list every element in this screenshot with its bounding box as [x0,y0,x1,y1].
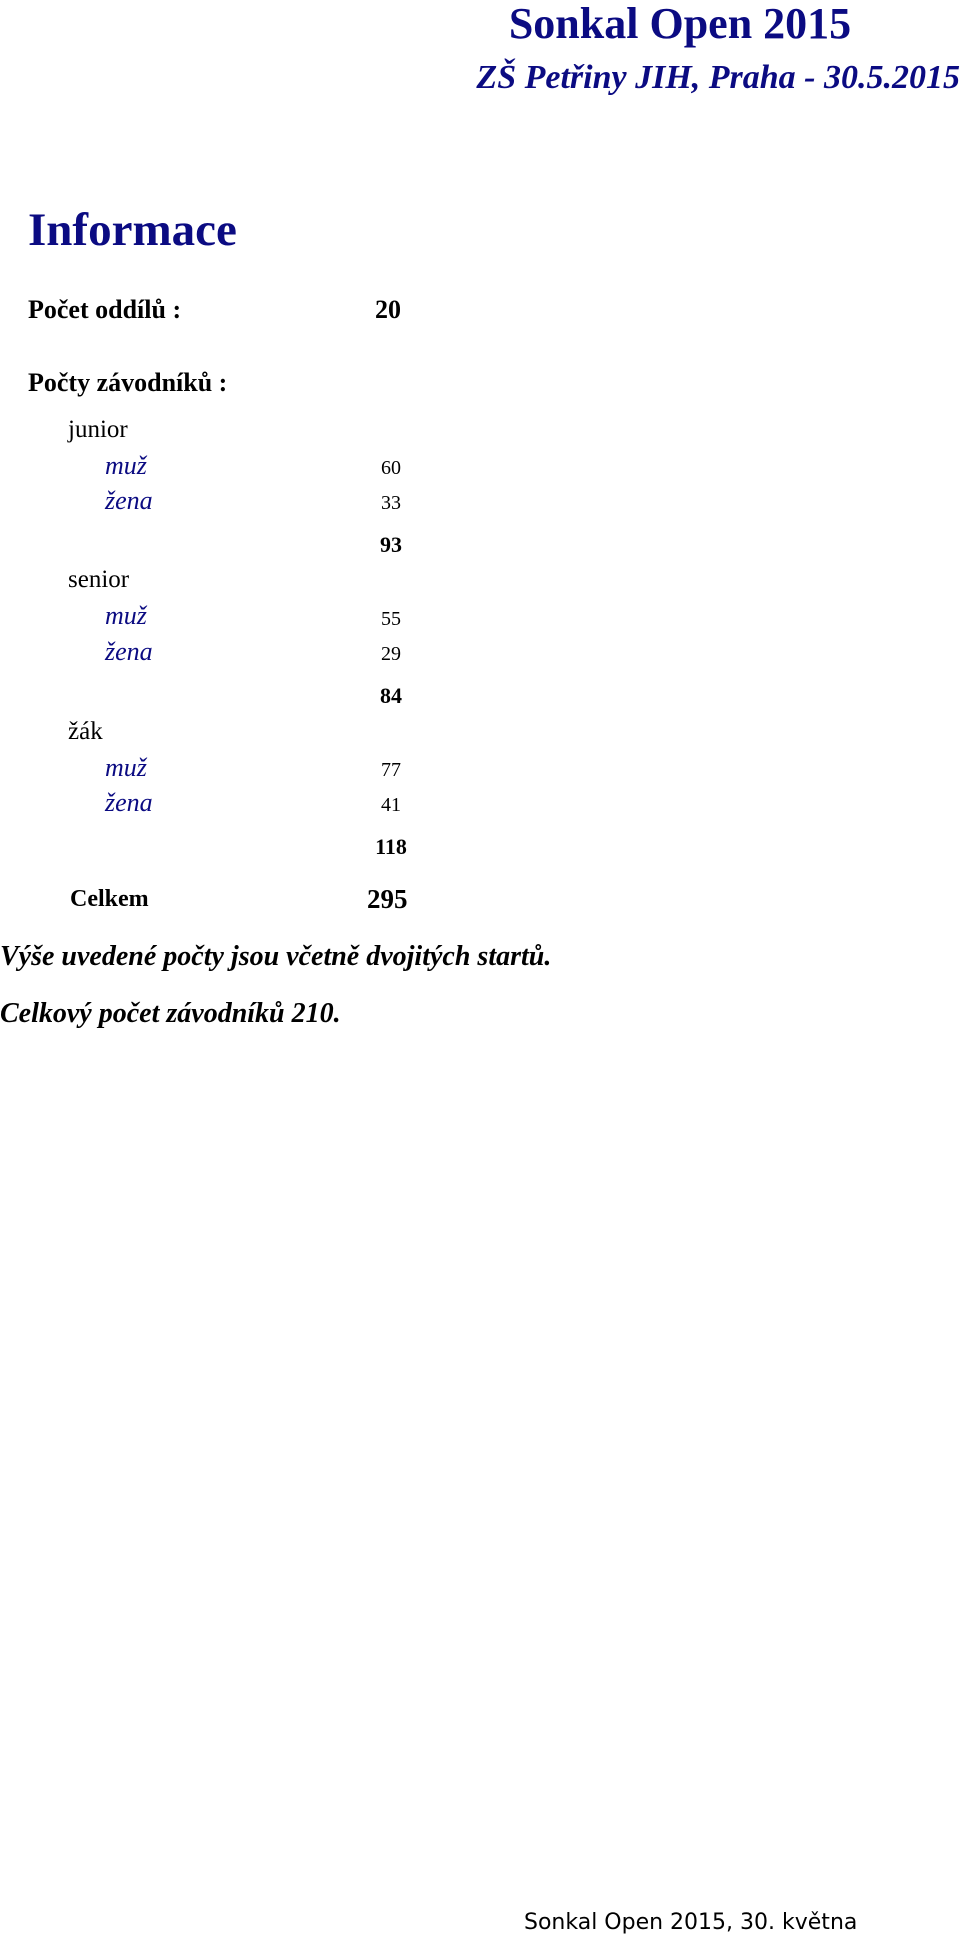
category-label-junior: junior [68,416,128,443]
total-value: 295 [367,884,408,914]
competitors-heading: Počty závodníků : [28,368,228,397]
category-label-zak: žák [68,718,103,745]
subtotal-value: 84 [380,683,402,708]
count-value: 41 [381,794,401,816]
gender-label: muž [105,451,147,480]
subtotal-value: 93 [380,532,402,557]
subtotal-value: 118 [375,834,407,859]
note-total-competitors: Celkový počet závodníků 210. [0,998,341,1029]
count-value: 60 [381,457,401,479]
count-value: 33 [381,492,401,514]
gender-label: muž [105,601,147,630]
clubs-count-value: 20 [375,295,401,324]
note-double-starts: Výše uvedené počty jsou včetně dvojitých startů. [0,941,552,972]
category-label-senior: senior [68,566,130,593]
page-title: Sonkal Open 2015 [508,0,852,48]
event-subtitle: ZŠ Petřiny JIH, Praha - 30.5.2015 [476,59,960,96]
section-heading-informace: Informace [28,204,237,256]
clubs-count-label: Počet oddílů : [28,295,182,324]
count-value: 55 [381,608,401,630]
gender-label: žena [105,637,153,666]
total-label: Celkem [70,886,149,912]
gender-label: muž [105,753,147,782]
page-footer: Sonkal Open 2015, 30. května [524,1910,858,1935]
gender-label: žena [105,788,153,817]
count-value: 77 [381,759,401,781]
count-value: 29 [381,643,401,665]
gender-label: žena [105,486,153,515]
